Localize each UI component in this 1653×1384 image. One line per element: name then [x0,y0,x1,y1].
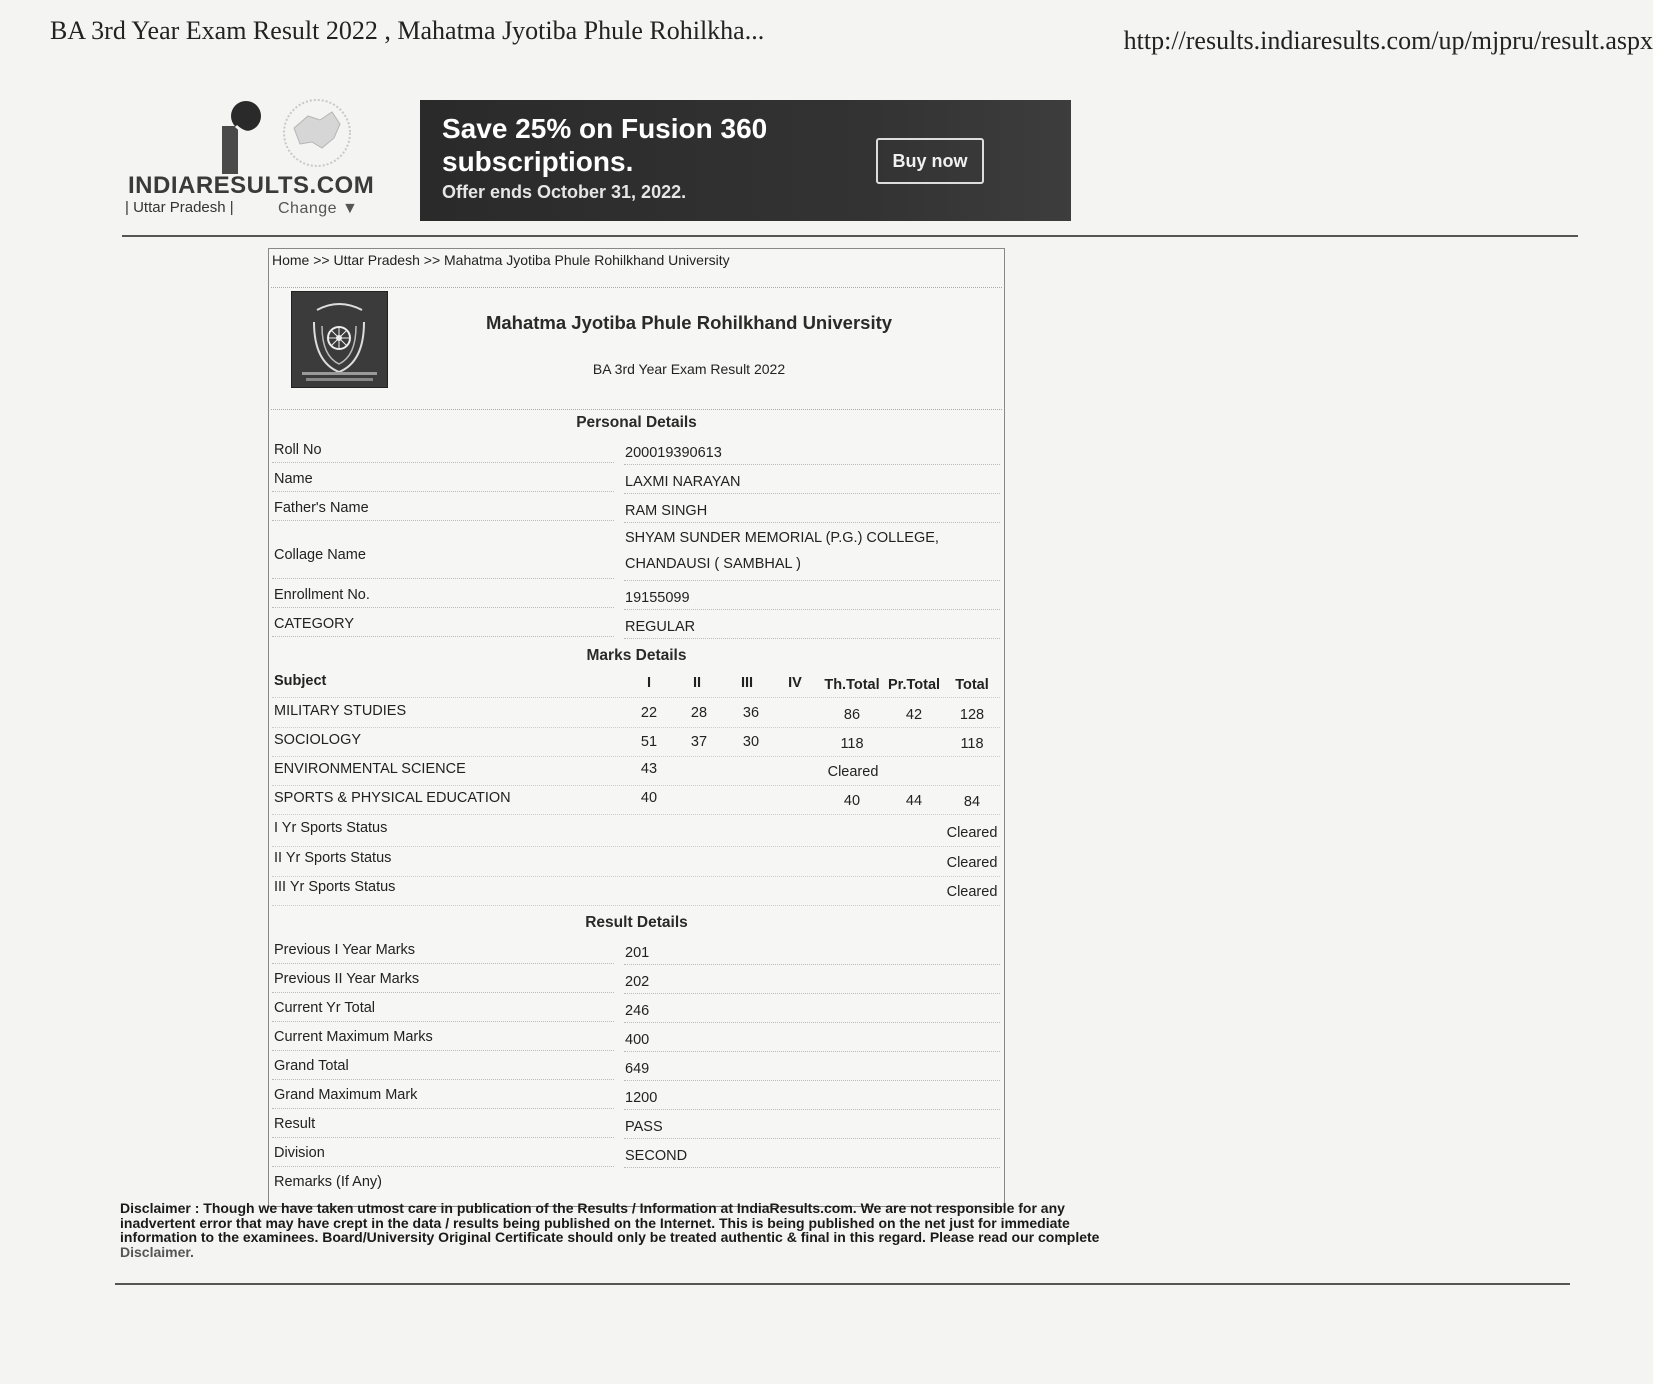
marks-row-3rd-year-sports-status [272,879,1000,907]
personal-details-heading: Personal Details [576,414,697,431]
col-header-total: Total [955,677,989,693]
ad-headline: Save 25% on Fusion 360 subscriptions. [442,113,768,177]
marks-details-heading: Marks Details [586,647,687,664]
breadcrumb-state[interactable]: Uttar Pradesh [333,252,420,268]
personal-row-name [272,471,1000,495]
row-value: 400 [625,1032,650,1048]
exam-title: BA 3rd Year Exam Result 2022 [592,361,786,377]
marks-row-1st-year-sports-status [272,820,1000,848]
col-header-paper-2: II [692,675,702,691]
col-header-theory-total: Th.Total [824,677,880,693]
col-header-subject: Subject [274,673,327,689]
col-header-paper-4: IV [788,675,802,691]
subject-total: 84 [963,794,981,810]
row-value: REGULAR [625,619,696,635]
theory-total: 118 [840,736,864,752]
sports-status: Cleared [946,825,998,841]
row-value: 1200 [625,1090,658,1106]
subject-name: II Yr Sports Status [274,850,392,866]
paper-1-marks: 43 [640,761,658,777]
row-value: SHYAM SUNDER MEMORIAL (P.G.) COLLEGE, [625,530,939,546]
row-label: Collage Name [274,547,366,563]
sports-status: Cleared [946,855,998,871]
change-state-link[interactable]: Change ▼ [278,200,359,217]
site-logo[interactable] [122,96,375,221]
site-brand: INDIARESULTS.COM [128,172,375,199]
row-label: Current Maximum Marks [274,1029,433,1045]
row-value: LAXMI NARAYAN [625,474,741,490]
row-value: 19155099 [625,590,690,606]
row-label: Previous I Year Marks [274,942,416,958]
result-row-grand-max [272,1087,1000,1111]
row-value: 200019390613 [625,445,722,461]
row-label: Previous II Year Marks [274,971,420,987]
breadcrumb-separator: >> [423,252,441,268]
marks-row-environmental-science [272,761,1000,787]
result-row-grand-total [272,1058,1000,1082]
subject-name: SPORTS & PHYSICAL EDUCATION [274,790,511,806]
row-label: Name [274,471,313,487]
university-emblem-icon [292,292,387,387]
subject-total: 118 [960,736,984,752]
paper-1-marks: 22 [640,705,658,721]
col-header-practical-total: Pr.Total [887,677,941,693]
row-value: 246 [625,1003,650,1019]
practical-total: 44 [905,793,923,809]
row-label: CATEGORY [274,616,355,632]
paper-3-marks: 30 [742,734,760,750]
row-label: Father's Name [274,500,369,516]
indiaresults-logo-icon [222,100,262,180]
row-label: Division [274,1145,325,1161]
selected-state: | Uttar Pradesh | [125,199,234,216]
personal-row-college-name [272,530,1000,582]
footer-divider [115,1283,1570,1285]
disclaimer-text: Disclaimer : Though we have taken utmost care in publication of the Results / Information at IndiaResults.com. We are not responsible for any inadvertent error that may have crept in the data / results being published on the Internet. This is being published on the net just for immediate information to the examinees. Board/University Original Certificate should only be treated authentic & final in this regard. Please read our complete [120,1200,1100,1245]
disclaimer-link[interactable]: Disclaimer. [120,1243,194,1260]
marks-header-row [272,673,1000,699]
result-row-prev-2nd-year [272,971,1000,995]
col-header-paper-3: III [740,675,754,691]
marks-row-sociology [272,732,1000,758]
row-value: PASS [625,1119,663,1135]
row-label: Remarks (If Any) [274,1174,382,1190]
print-page-url: http://results.indiaresults.com/up/mjpru/result.aspx [1123,26,1653,55]
row-value: 649 [625,1061,650,1077]
result-panel [268,248,1005,1207]
ad-offer-text: Offer ends October 31, 2022. [442,182,687,202]
result-row-current-max [272,1029,1000,1053]
row-label: Roll No [274,442,322,458]
disclaimer [120,1201,1130,1259]
subject-name: SOCIOLOGY [274,732,362,748]
row-label: Result [274,1116,316,1132]
col-header-paper-1: I [646,675,652,691]
row-label: Current Yr Total [274,1000,376,1016]
row-value: 202 [625,974,650,990]
subject-total: 128 [959,707,985,723]
theory-total: Cleared [827,764,879,780]
header-divider [122,235,1578,237]
breadcrumb [272,252,730,268]
row-label: Enrollment No. [274,587,370,603]
divider [271,287,1002,288]
breadcrumb-separator: >> [313,252,330,268]
theory-total: 86 [843,707,861,723]
subject-name: ENVIRONMENTAL SCIENCE [274,761,466,777]
result-row-current-total [272,1000,1000,1024]
india-map-icon [274,98,360,168]
subject-name: MILITARY STUDIES [274,703,407,719]
row-label: Grand Maximum Mark [274,1087,418,1103]
university-name: Mahatma Jyotiba Phule Rohilkhand University [485,312,893,333]
row-label: Grand Total [274,1058,349,1074]
personal-row-enrollment-no [272,587,1000,611]
practical-total: 42 [905,707,923,723]
row-value-line2: CHANDAUSI ( SAMBHAL ) [625,556,801,572]
marks-row-military-studies [272,703,1000,729]
paper-2-marks: 37 [690,734,708,750]
marks-row-sports-physical-education [272,790,1000,816]
university-emblem [291,291,388,388]
paper-3-marks: 36 [742,705,760,721]
paper-1-marks: 40 [640,790,658,806]
paper-1-marks: 51 [640,734,658,750]
row-value: RAM SINGH [625,503,708,519]
result-details-heading: Result Details [585,914,688,931]
personal-row-father-name [272,500,1000,524]
breadcrumb-university[interactable]: Mahatma Jyotiba Phule Rohilkhand University [444,252,730,268]
marks-row-2nd-year-sports-status [272,850,1000,878]
print-page-title: BA 3rd Year Exam Result 2022 , Mahatma Jyotiba Phule Rohilkha... [50,16,765,45]
ad-buy-now-button[interactable]: Buy now [876,138,984,184]
subject-name: I Yr Sports Status [274,820,388,836]
personal-row-category [272,616,1000,640]
result-row-prev-1st-year [272,942,1000,966]
divider [271,409,1002,410]
result-row-result [272,1116,1000,1140]
personal-row-roll-no [272,442,1000,466]
advertisement-banner[interactable] [420,100,1071,221]
row-value: 201 [625,945,650,961]
theory-total: 40 [843,793,861,809]
subject-name: III Yr Sports Status [274,879,396,895]
sports-status: Cleared [946,884,998,900]
breadcrumb-home[interactable]: Home [272,252,310,268]
result-row-division [272,1145,1000,1169]
row-value: SECOND [625,1148,688,1164]
result-row-remarks [272,1174,1000,1198]
print-header [50,16,1653,56]
paper-2-marks: 28 [690,705,708,721]
